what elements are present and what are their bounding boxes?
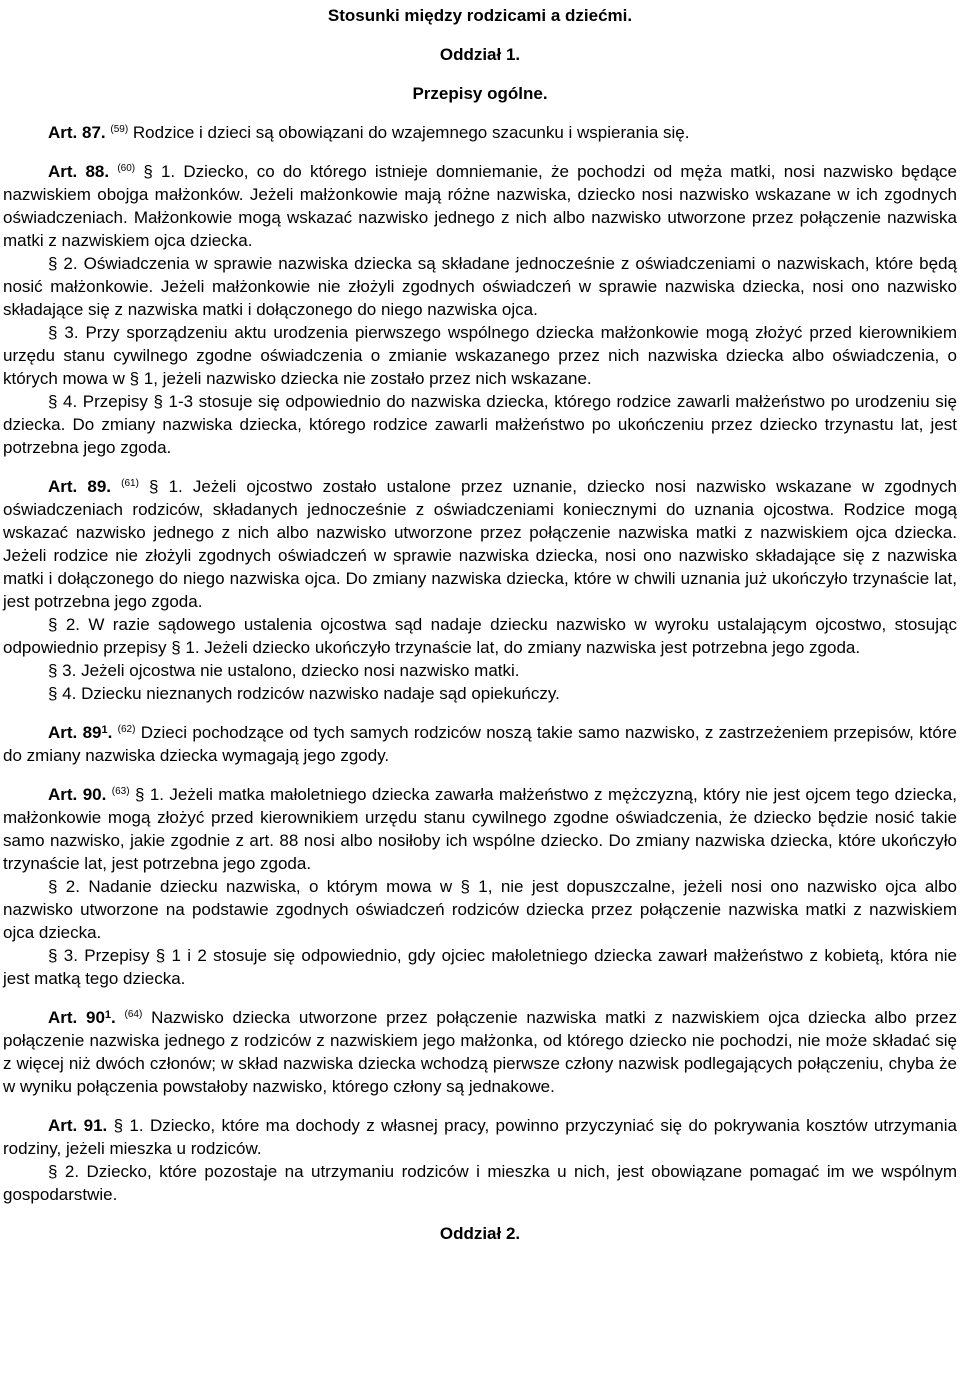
article-label: Art. 89.	[48, 477, 112, 496]
article-88-par-3: § 3. Przy sporządzeniu aktu urodzenia pierwszego wspólnego dziecka małżonkowie mogą złożyć przed kierownikiem urzędu stanu cywilnego zgodne oświadczenia o zmianie wskazanego przez nich nazwiska dziecka albo oświadczenia, o których mowa w § 1, jeżeli nazwisko dziecka nie zostało przez nich wskazane.	[3, 323, 957, 388]
article-label-main: Art. 89	[48, 723, 102, 742]
article-88-par-1	[3, 160, 957, 252]
article-90-par-3: § 3. Przepisy § 1 i 2 stosuje się odpowiednio, gdy ojciec małoletniego dziecka zawarł małżeństwo z kobietą, która nie jest matką tego dziecka.	[3, 946, 957, 988]
footnote-ref: (62)	[117, 724, 136, 735]
paragraph-text: § 1. Dziecko, co do którego istnieje domniemanie, że pochodzi od męża matki, nosi nazwisko będące nazwiskiem obojga małżonków. Jeżeli małżonkowie mają różne nazwiska, dziecko nosi nazwisko wskazane w ich zgodnych oświadczeniach. Małżonkowie mogą wskazać nazwisko jednego z nich albo nazwisko utworzone przez połączenie nazwiska matki z nazwiskiem ojca dziecka.	[3, 162, 957, 250]
chapter-title: Stosunki między rodzicami a dziećmi.	[327, 6, 633, 25]
article-label-dot: .	[107, 723, 113, 742]
article-89-1-text	[3, 721, 957, 767]
footnote-ref: (63)	[111, 786, 130, 797]
article-label	[48, 1008, 116, 1027]
article-label: Art. 90.	[48, 785, 107, 804]
next-section-title: Oddział 2.	[439, 1224, 521, 1243]
article-89-par-3: § 3. Jeżeli ojcostwa nie ustalono, dziecko nosi nazwisko matki.	[48, 661, 520, 680]
footnote-ref: (64)	[124, 1009, 143, 1020]
article-90-1	[3, 1006, 957, 1098]
paragraph-text: Nazwisko dziecka utworzone przez połączenie nazwiska matki z nazwiskiem ojca dziecka albo przez połączenie nazwiska jednego z rodziców z nazwiskiem jego małżonka, od którego dziecko nie pochodzi, nie może składać się z więcej niż dwóch członów; w skład nazwiska dziecka wchodzą pierwsze człony nazwisk podlegających połączeniu, chyba że w wyniku połączenia powstałoby nazwisko, którego człony są jednakowe.	[3, 1008, 957, 1096]
article-90-par-2: § 2. Nadanie dziecku nazwiska, o którym mowa w § 1, nie jest dopuszczalne, jeżeli nosi ono nazwisko ojca albo nazwisko utworzone na podstawie zgodnych oświadczeń rodziców dziecka przez połączenie nazwiska matki z nazwiskiem ojca dziecka.	[3, 877, 957, 942]
article-89-par-1	[3, 475, 957, 613]
article-91-par-2: § 2. Dziecko, które pozostaje na utrzymaniu rodziców i mieszka u nich, jest obowiązane pomagać im we wspólnym gospodarstwie.	[3, 1162, 957, 1204]
paragraph-text: Rodzice i dzieci są obowiązani do wzajemnego szacunku i wspierania się.	[132, 123, 690, 142]
article-label: Art. 91.	[48, 1116, 108, 1135]
footnote-ref: (59)	[110, 124, 129, 135]
article-90-1-text	[3, 1006, 957, 1098]
article-89-par-4: § 4. Dziecku nieznanych rodziców nazwisko nadaje sąd opiekuńczy.	[48, 684, 560, 703]
article-87	[3, 121, 957, 144]
article-90-par-1	[3, 783, 957, 875]
article-label: Art. 87.	[48, 123, 106, 142]
footnote-ref: (60)	[117, 163, 136, 174]
article-label: Art. 88.	[48, 162, 110, 181]
article-91-par-1	[3, 1114, 957, 1160]
subsection-title: Przepisy ogólne.	[412, 84, 548, 103]
article-88	[3, 160, 957, 459]
article-label-superscript: 1	[104, 1009, 112, 1021]
article-89	[3, 475, 957, 705]
section-title: Oddział 1.	[439, 45, 521, 64]
footnote-ref: (61)	[121, 478, 139, 489]
paragraph-text: § 1. Dziecko, które ma dochody z własnej pracy, powinno przyczyniać się do pokrywania kosztów utrzymania rodziny, jeżeli mieszka u rodziców.	[3, 1116, 957, 1158]
article-label-superscript: 1	[101, 724, 108, 736]
article-label-main: Art. 90	[48, 1008, 105, 1027]
paragraph-text: § 1. Jeżeli matka małoletniego dziecka zawarła małżeństwo z mężczyzną, który nie jest ojcem tego dziecka, małżonkowie mogą złożyć przed kierownikiem urzędu stanu cywilnego zgodne oświadczenia, że dziecko będzie nosić takie samo nazwisko, jakie zgodnie z art. 88 nosi albo nosiłoby ich wspólne dziecko. Do zmiany nazwiska dziecka, które ukończyło trzynaście lat, jest potrzebna jego zgoda.	[3, 785, 957, 873]
article-label-dot: .	[111, 1008, 116, 1027]
paragraph-text: Dzieci pochodzące od tych samych rodziców noszą takie samo nazwisko, z zastrzeżeniem przepisów, które do zmiany nazwiska dziecka wymagają jego zgody.	[3, 723, 957, 765]
article-88-par-2: § 2. Oświadczenia w sprawie nazwiska dziecka są składane jednocześnie z oświadczeniami o nazwiskach, które będą nosić małżonkowie. Jeżeli małżonkowie nie złożyli zgodnych oświadczeń w sprawie nazwiska dziecka, nosi ono nazwisko składające się z nazwiska matki i dołączonego do niego nazwiska ojca.	[3, 254, 957, 319]
article-88-par-4: § 4. Przepisy § 1-3 stosuje się odpowiednio do nazwiska dziecka, którego rodzice zawarli małżeństwo po urodzeniu się dziecka. Do zmiany nazwiska dziecka, którego rodzice zawarli małżeństwo po ukończeniu przez dziecko trzynastu lat, jest potrzebna jego zgoda.	[3, 392, 957, 457]
article-89-par-2: § 2. W razie sądowego ustalenia ojcostwa sąd nadaje dziecku nazwisko w wyroku ustalającym ojcostwo, stosując odpowiednio przepisy § 1. Jeżeli dziecko ukończyło trzynaście lat, do zmiany nazwiska jest potrzebna jego zgoda.	[3, 615, 957, 657]
paragraph-text: § 1. Jeżeli ojcostwo zostało ustalone przez uznanie, dziecko nosi nazwisko wskazane w zgodnych oświadczeniach rodziców, składanych jednocześnie z oświadczeniami koniecznymi do uznania ojcostwa. Rodzice mogą wskazać nazwisko jednego z nich albo nazwisko utworzone przez połączenie nazwiska matki z nazwiskiem ojca dziecka. Jeżeli rodzice nie złożyli zgodnych oświadczeń w sprawie nazwiska dziecka, nosi ono nazwisko składające się z nazwiska matki i dołączonego do niego nazwiska ojca. Do zmiany nazwiska dziecka, które w chwili uznania już ukończyło trzynaście lat, jest potrzebna jego zgoda.	[3, 477, 957, 611]
article-87-text	[3, 121, 957, 144]
article-label	[48, 723, 112, 742]
article-91	[3, 1114, 957, 1206]
article-89-1	[3, 721, 957, 767]
article-90	[3, 783, 957, 990]
